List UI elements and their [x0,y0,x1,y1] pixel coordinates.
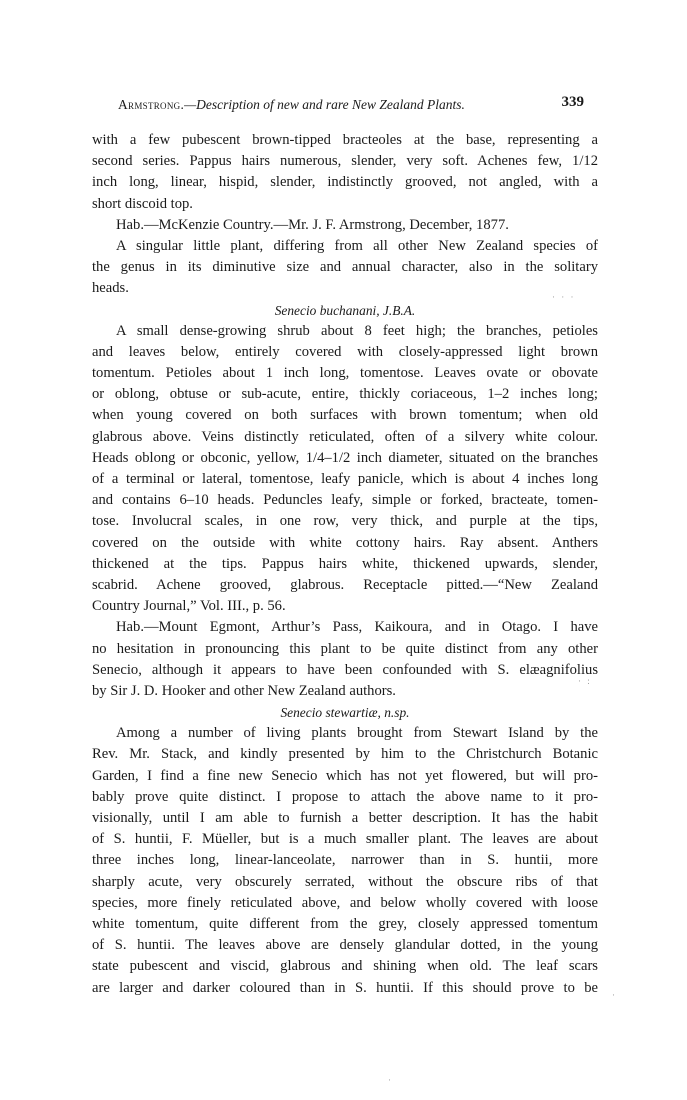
text-line: scabrid. Achene grooved, glabrous. Receptacle pitted.—“New Zealand [92,576,598,593]
text-line: bably prove quite distinct. I propose to attach the above name to it pro- [92,788,598,805]
print-speck: · [388,1075,393,1085]
text-line: Senecio, although it appears to have been confounded with S. elæagnifolius [92,661,598,678]
text-line: by Sir J. D. Hooker and other New Zealand authors. [92,682,396,699]
text-line: Rev. Mr. Stack, and kindly presented by him to the Christchurch Botanic [92,746,598,763]
text-line: glabrous above. Veins distinctly reticulated, often of a silvery white colour. [92,428,598,445]
print-speck: · : [578,676,592,686]
page-body [92,130,598,999]
text-line: A singular little plant, differing from all other New Zealand species of [116,237,598,254]
print-speck: · · · [552,292,576,302]
text-line: of S. huntii, F. Müeller, but is a much smaller plant. The leaves are about [92,831,598,848]
text-line: sharply acute, very obscurely serrated, without the obscure ribs of that [92,873,598,890]
text-line: or oblong, obtuse or sub-acute, entire, thickly coriaceous, 1–2 inches long; [92,386,598,403]
text-line: second series. Pappus hairs numerous, slender, very soft. Achenes few, 1/12 [92,153,598,170]
running-head [90,94,596,118]
text-line: covered on the outside with white cottony hairs. Ray absent. Anthers [92,534,598,551]
text-line: the genus in its diminutive size and annual character, also in the solitary [92,259,598,276]
text-line: state pubescent and viscid, glabrous and shining when old. The leaf scars [92,958,598,975]
text-line: of a terminal or lateral, tomentose, leafy panicle, which is about 4 inches long [92,471,598,487]
text-line: tose. Involucral scales, in one row, very thick, and purple at the tips, [92,513,598,530]
text-line: and leaves below, entirely covered with closely-appressed light brown [92,343,598,360]
running-head-title [118,97,465,113]
text-line: thickened at the tips. Pappus hairs white, thickened upwards, slender, [92,555,598,572]
print-speck: · [612,990,617,1000]
page-number: 339 [561,94,584,110]
text-line: Among a number of living plants brought from Stewart Island by the [116,725,598,742]
text-line: no hesitation in pronouncing this plant to be quite distinct from any other [92,640,598,657]
species-heading [92,702,598,723]
species-heading [92,300,598,321]
text-line: three inches long, linear-lanceolate, narrower than in S. huntii, more [92,852,598,869]
text-line: species, more finely reticulated above, and below wholly covered with loose [92,894,598,911]
text-line: heads. [92,280,129,297]
species-heading-text: Senecio stewartiæ, n.sp. [280,705,410,721]
text-line: when young covered on both surfaces with brown tomentum; when old [92,407,598,424]
running-head-author: Armstrong. [118,97,185,112]
text-line: visionally, until I am able to furnish a better description. It has the habit [92,810,598,826]
habitat-line: Hab.—McKenzie Country.—Mr. J. F. Armstrong, December, 1877. [116,216,509,233]
text-line: short discoid top. [92,195,193,212]
text-line: inch long, linear, hispid, slender, indistinctly grooved, not angled, with a [92,174,598,191]
text-line: Country Journal,” Vol. III., p. 56. [92,598,286,615]
text-line: with a few pubescent brown-tipped bracteoles at the base, representing a [92,132,598,148]
text-line: A small dense-growing shrub about 8 feet high; the branches, petioles [116,322,598,339]
text-line: are larger and darker coloured than in S. huntii. If this should prove to be [92,979,598,996]
text-line: white tomentum, quite different from the grey, closely appressed tomentum [92,915,598,932]
text-line: and contains 6–10 heads. Peduncles leafy, simple or forked, bracteate, tomen- [92,492,598,509]
text-line: of S. huntii. The leaves above are densely glandular dotted, in the young [92,937,598,954]
running-head-subtitle: —Description of new and rare New Zealand Plants. [184,97,465,112]
species-heading-text: Senecio buchanani, J.B.A. [274,302,416,318]
text-line: Garden, I find a fine new Senecio which has not yet flowered, but will pro- [92,767,598,784]
habitat-line: Hab.—Mount Egmont, Arthur’s Pass, Kaikoura, and in Otago. I have [116,619,598,636]
text-line: Heads oblong or obconic, yellow, 1/4–1/2 inch diameter, situated on the branches [92,449,598,466]
text-line: tomentum. Petioles about 1 inch long, tomentose. Leaves ovate or obovate [92,365,598,382]
